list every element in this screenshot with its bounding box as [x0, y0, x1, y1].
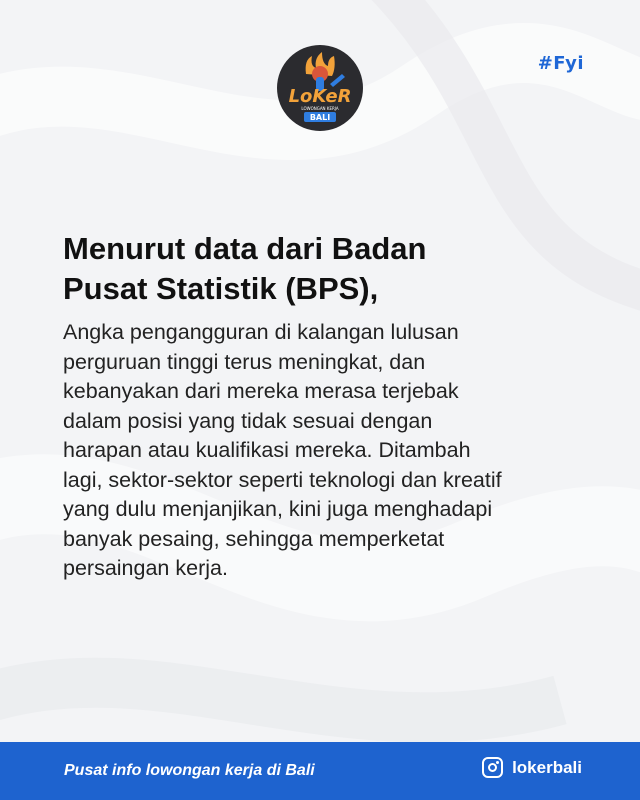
instagram-handle-text: lokerbali [512, 757, 582, 777]
body-line: lagi, sektor-sektor seperti teknologi dan kreatif [63, 467, 502, 492]
body-line: yang dulu menjanjikan, kini juga menghadapi [63, 497, 493, 521]
headline [63, 229, 583, 309]
headline-line: Pusat Statistik (BPS), [63, 271, 379, 306]
body-line: Angka pengangguran di kalangan lulusan [63, 320, 459, 344]
body-line: persaingan kerja. [63, 556, 228, 580]
body-paragraph [63, 318, 603, 584]
logo-region: BALI [309, 113, 331, 122]
headline-line: Menurut data dari Badan [63, 231, 427, 266]
footer-tagline: Pusat info lowongan kerja di Bali [64, 762, 315, 779]
loker-bali-logo [276, 44, 364, 132]
logo-wordmark: LoKeR [288, 86, 352, 107]
footer-bar [0, 742, 640, 800]
body-line: banyak pesaing, sehingga memperketat [63, 526, 445, 551]
body-line: kebanyakan dari mereka merasa terjebak [63, 379, 459, 403]
logo-subtitle: LOWONGAN KERJA [301, 106, 339, 111]
instagram-icon [482, 757, 503, 778]
body-line: harapan atau kualifikasi mereka. Ditambah [63, 438, 471, 462]
fyi-hashtag: #Fyi [537, 53, 584, 74]
instagram-handle[interactable] [482, 757, 582, 778]
body-line: perguruan tinggi terus meningkat, dan [63, 349, 426, 374]
body-line: dalam posisi yang tidak sesuai dengan [63, 408, 433, 433]
